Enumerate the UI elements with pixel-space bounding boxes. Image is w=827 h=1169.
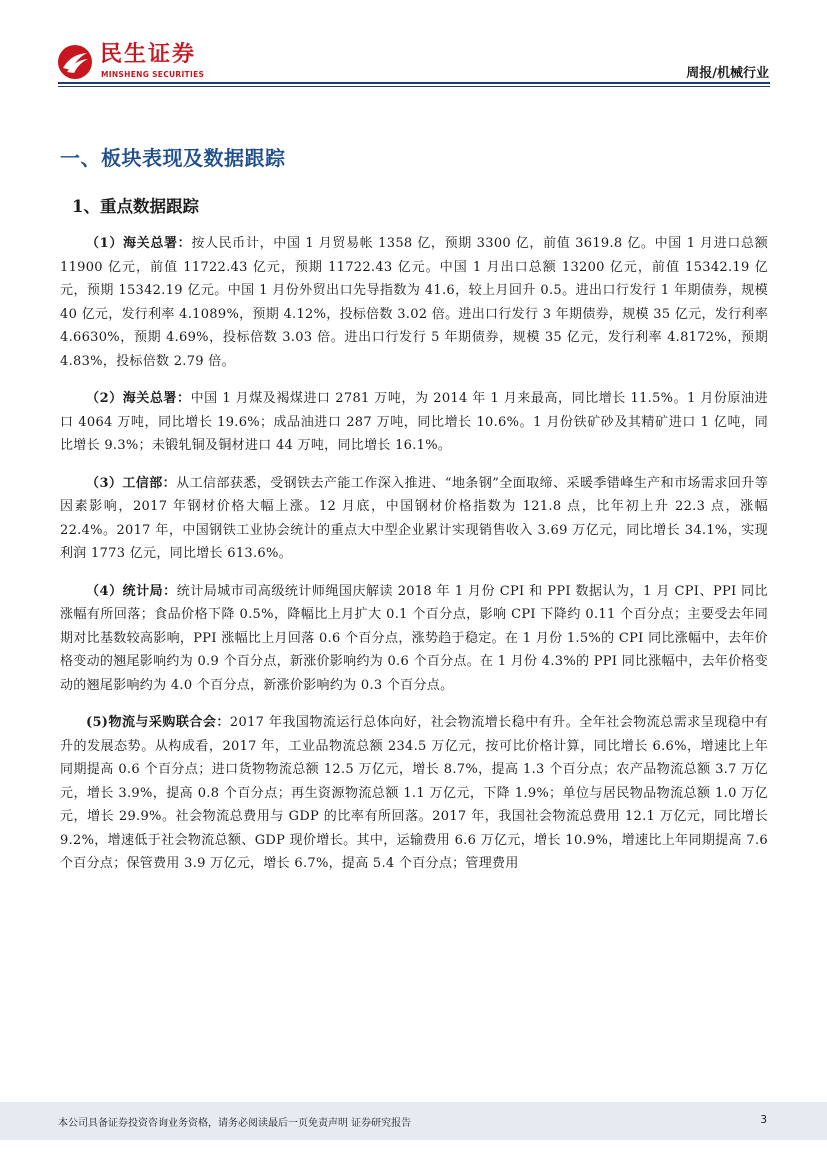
paragraph-logistics — [60, 711, 768, 876]
paragraph-text: 中国 1 月煤及褐煤进口 2781 万吨，为 2014 年 1 月来最高，同比增长 11.5%。1 月份原油进口 4064 万吨，同比增长 19.6%；成品油进口 287 万吨，同比增长 10.6%。1 月份铁矿砂及其精矿进口 1 亿吨，同比增长 9.3%；未锻轧铜及铜材进口 44 万吨，同比增长 16.1%。 — [60, 391, 768, 453]
section-title: 一、板块表现及数据跟踪 — [60, 146, 286, 170]
paragraph-lead: （2）海关总署： — [86, 391, 191, 406]
paragraph-text: 按人民币计，中国 1 月贸易帐 1358 亿，预期 3300 亿，前值 3619.8 亿。中国 1 月进口总额 11900 亿元，前值 11722.43 亿元，预期 11722.43 亿元。中国 1 月出口总额 13200 亿元，前值 15342.19 亿元，预期 15342.19 亿元。中国 1 月份外贸出口先导指数为 41.6，较上月回升 0.5。进出口行发行 1 年期债券，规模 40 亿元，发行利率 4.1089%，预期 4.12%，投标倍数 3.02 倍。进出口行发行 3 年期债券，规模 35 亿元，发行利率 4.6630%，预期 4.69%，投标倍数 3.03 倍。进出口行发行 5 年期债券，规模 35 亿元，发行利率 4.8172%，预期 4.83%，投标倍数 2.79 倍。 — [60, 236, 768, 369]
minsheng-logo-icon — [57, 44, 93, 80]
paragraph-miit-steel — [60, 472, 768, 566]
paragraph-lead: （1）海关总署： — [86, 236, 192, 251]
paragraph-text: 统计局城市司高级统计师绳国庆解读 2018 年 1 月份 CPI 和 PPI 数据认为，1 月 CPI、PPI 同比涨幅有所回落；食品价格下降 0.5%，降幅比上月扩大 0.1 个百分点，影响 CPI 下降约 0.11 个百分点；主要受去年同期对比基数较高影响，PPI 涨幅比上月回落 0.6 个百分点，涨势趋于稳定。在 1 月份 1.5%的 CPI 同比涨幅中，去年价格变动的翘尾影响约为 0.9 个百分点，新涨价影响约为 0.6 个百分点。在 1 月份 4.3%的 PPI 同比涨幅中，去年价格变动的翘尾影响约为 4.0 个百分点，新涨价影响约为 0.3 个百分点。 — [60, 583, 768, 693]
paragraph-text: 从工信部获悉，受钢铁去产能工作深入推进、“地条钢”全面取缔、采暖季错峰生产和市场需求回升等因素影响，2017 年钢材价格大幅上涨。12 月底，中国钢材价格指数为 121.8 点，比年初上升 22.3 点，涨幅 22.4%。2017 年，中国钢铁工业协会统计的重点大中型企业累计实现销售收入 3.69 万亿元，同比增长 34.1%，实现利润 1773 亿元，同比增长 613.6%。 — [60, 475, 768, 561]
paragraph-lead: （4）统计局： — [86, 583, 177, 599]
header-divider — [58, 82, 770, 84]
report-body — [60, 140, 768, 876]
page-number: 3 — [760, 1114, 767, 1126]
report-category: 周报/机械行业 — [686, 66, 769, 81]
brand-name-cn: 民生证券 — [100, 42, 197, 67]
footer-disclaimer: 本公司具备证券投资咨询业务资格，请务必阅读最后一页免责声明 证券研究报告 — [58, 1118, 412, 1129]
paragraph-customs-commodities — [60, 387, 768, 458]
paragraph-stats-cpi-ppi — [60, 580, 768, 698]
page-footer — [0, 1102, 827, 1140]
subsection-title: 1、重点数据跟踪 — [72, 197, 199, 216]
paragraph-customs-trade — [60, 232, 768, 373]
paragraph-text: 2017 年我国物流运行总体向好，社会物流增长稳中有升。全年社会物流总需求呈现稳中有升的发展态势。从构成看，2017 年，工业品物流总额 234.5 万亿元，按可比价格计算，同比增长 6.6%，增速比上年同期提高 0.6 个百分点；进口货物物流总额 12.5 万亿元，增长 8.7%，提高 1.3 个百分点；农产品物流总额 3.7 万亿元，增长 3.9%，提高 0.8 个百分点；再生资源物流总额 1.1 万亿元，下降 1.9%；单位与居民物品物流总额 1.0 万亿元，增长 29.9%。社会物流总费用与 GDP 的比率有所回落。2017 年，我国社会物流总费用 12.1 万亿元，同比增长 9.2%，增速低于社会物流总额、GDP 现价增长。其中，运输费用 6.6 万亿元，增长 10.9%，增速比上年同期提高 7.6 个百分点；保管费用 3.9 万亿元，增长 6.7%，提高 5.4 个百分点；管理费用 — [60, 715, 768, 871]
paragraph-lead: (5)物流与采购联合会： — [86, 715, 230, 730]
header-divider-thin — [58, 86, 770, 87]
paragraph-lead: （3）工信部： — [86, 475, 177, 491]
page-header — [0, 0, 827, 90]
brand-name-en: MINSHENG SECURITIES — [101, 70, 205, 79]
